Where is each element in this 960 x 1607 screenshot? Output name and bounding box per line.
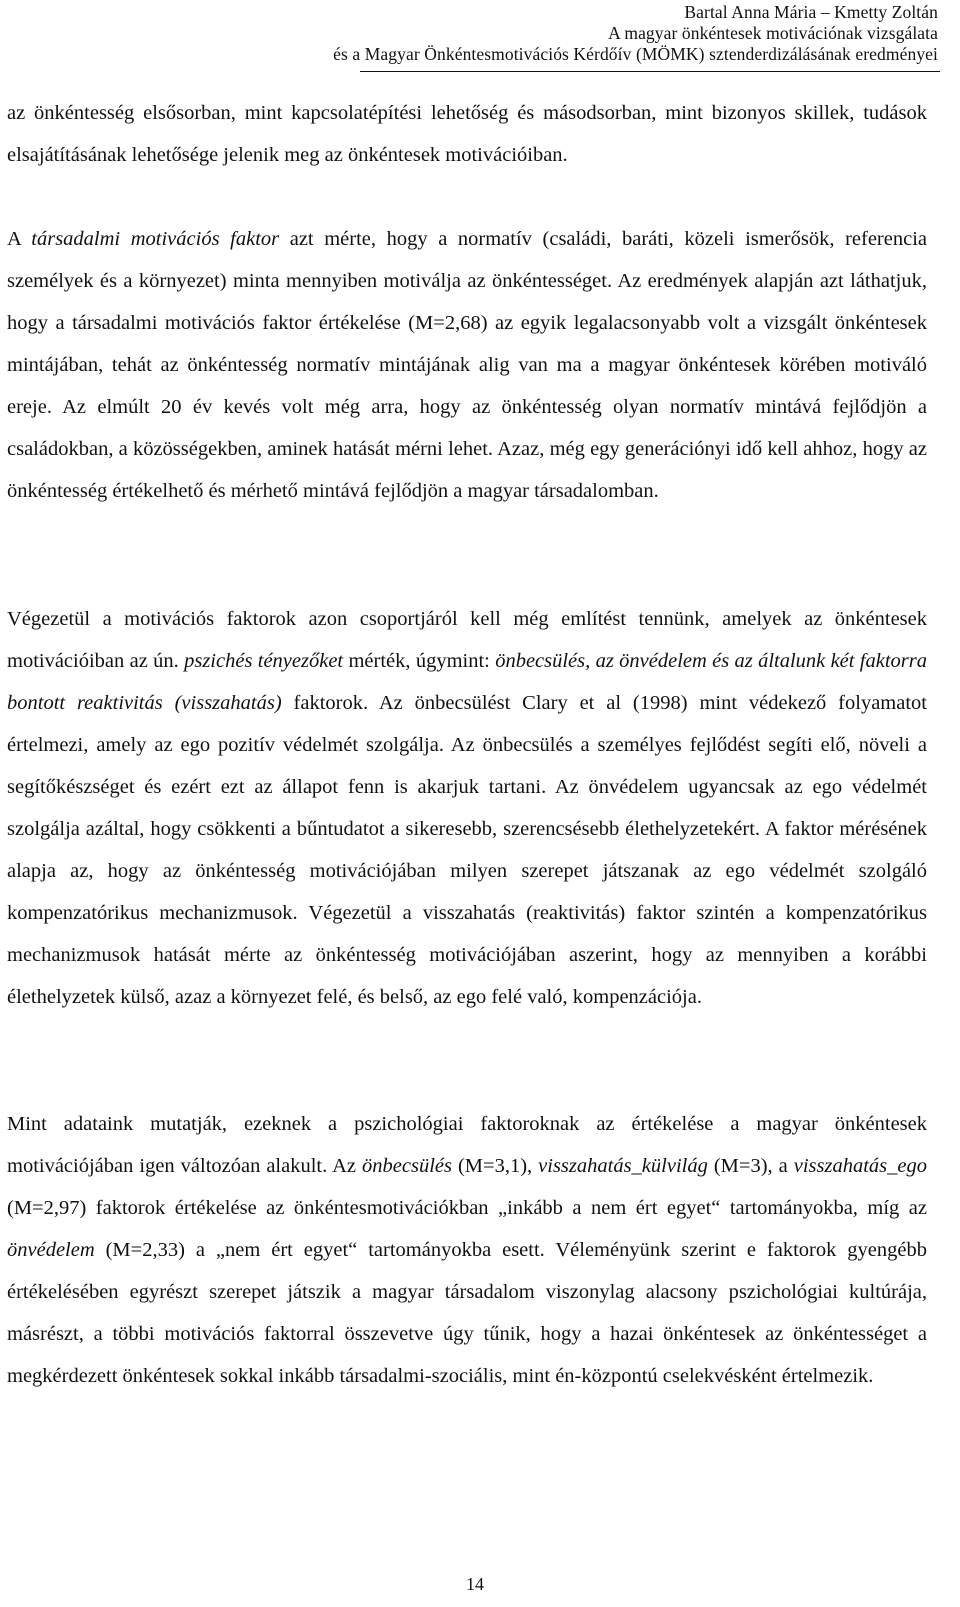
paragraph-3-text-b: mérték, úgymint: bbox=[343, 650, 496, 672]
term-self-esteem: önbecsülés bbox=[362, 1155, 452, 1177]
paragraph-4-text-a: Mint adataink mutatják, ezeknek a pszichológiai faktoroknak az értékelése a magyar önkéntesek motivációjában igen változóan alakult. Az bbox=[7, 1113, 927, 1177]
term-reactivity-ego: visszahatás_ego bbox=[793, 1155, 927, 1177]
paragraph-2-text-b: azt mérte, hogy a normatív (családi, baráti, közeli ismerősök, referencia személyek és a környezet) minta mennyiben motiválja az önkéntességet. Az eredmények alapján azt láthatjuk, hogy a társadalmi motivációs faktor értékelése (M=2,68) az egyik legalacsonyabb volt a vizsgált önkéntesek mintájában, tehát az önkéntesség normatív mintájának alig van ma a magyar önkéntesek körében motiváló ereje. Az elmúlt 20 év kevés volt még arra, hogy az önkéntesség olyan normatív mintává fejlődjön a családokban, a közösségekben, aminek hatását mérni lehet. Azaz, még egy generációnyi idő kell ahhoz, hogy az önkéntesség értékelhető és mérhető mintává fejlődjön a magyar társadalomban. bbox=[7, 228, 927, 502]
header-authors: Bartal Anna Mária – Kmetty Zoltán bbox=[684, 2, 938, 22]
paragraph-continuation bbox=[7, 92, 927, 176]
paragraph-4-text-b: (M=3,1), bbox=[451, 1155, 539, 1177]
paragraph-4-text-c: (M=3), a bbox=[707, 1155, 794, 1177]
page-number: 14 bbox=[466, 1574, 484, 1594]
paragraph-2-text-a: A bbox=[7, 228, 32, 250]
paragraph-psychological-factors bbox=[7, 598, 927, 1018]
term-social-motivation-factor: társadalmi motivációs faktor bbox=[31, 228, 280, 250]
term-factor-list: önbecsülés, az önvédelem és az általunk két faktorra bontott reaktivitás (visszahatás) bbox=[7, 650, 928, 714]
term-psychological-factors: pszichés tényezőket bbox=[184, 650, 344, 672]
paragraph-4-text-d: (M=2,97) faktorok értékelése az önkéntesmotivációkban „inkább a nem ért egyet“ tartományokba, míg az bbox=[7, 1197, 927, 1219]
paragraph-1-text: az önkéntesség elsősorban, mint kapcsolatépítési lehetőség és másodsorban, mint bizonyos skillek, tudások elsajátításának lehetősége jelenik meg az önkéntesek motivációiban. bbox=[7, 102, 927, 166]
paragraph-social-factor bbox=[7, 218, 927, 512]
paragraph-4-text-e: (M=2,33) a „nem ért egyet“ tartományokba esett. Véleményünk szerint e faktorok gyengébb értékelésében egyrészt szerepet játszik a magyar társadalom viszonylag alacsony pszichológiai kultúrája, másrészt, a többi motivációs faktorral összevetve úgy tűnik, hogy a hazai önkéntesek az önkéntességet a megkérdezett önkéntesek sokkal inkább társadalmi-szociális, mint én-központú cselekvésként értelmezik. bbox=[7, 1239, 927, 1387]
header-title-line-1: A magyar önkéntesek motivációnak vizsgálata bbox=[608, 23, 938, 43]
term-reactivity-outer-world: visszahatás_külvilág bbox=[538, 1155, 708, 1177]
term-self-protection: önvédelem bbox=[7, 1239, 95, 1261]
paragraph-3-text-c: faktorok. Az önbecsülést Clary et al (1998) mint védekező folyamatot értelmezi, amely az ego pozitív védelmét szolgálja. Az önbecsülés a személyes fejlődést segíti elő, növeli a segítőkészséget és ezért ezt az állapot fenn is akarjuk tartani. Az önvédelem ugyancsak az ego védelmét szolgálja azáltal, hogy csökkenti a bűntudatot a sikeresebb, szerencsésebb élethelyzetekért. A faktor mérésének alapja az, hogy az önkéntesség motivációjában milyen szerepet játszanak az ego védelmét szolgáló kompenzatórikus mechanizmusok. Végezetül a visszahatás (reaktivitás) faktor szintén a kompenzatórikus mechanizmusok hatását mérte az önkéntesség motivációjában aszerint, hogy az mennyiben a korábbi élethelyzetek külső, azaz a környezet felé, és belső, az ego felé való, kompenzációja. bbox=[7, 692, 927, 1008]
header-title-line-2: és a Magyar Önkéntesmotivációs Kérdőív (MÖMK) sztenderdizálásának eredményei bbox=[333, 44, 938, 64]
paragraph-3-text-a: Végezetül a motivációs faktorok azon csoportjáról kell még említést tennünk, amelyek az önkéntesek motivációiban az ún. bbox=[7, 608, 927, 672]
paragraph-results bbox=[7, 1103, 927, 1397]
running-header bbox=[118, 2, 938, 65]
header-divider bbox=[360, 71, 940, 72]
